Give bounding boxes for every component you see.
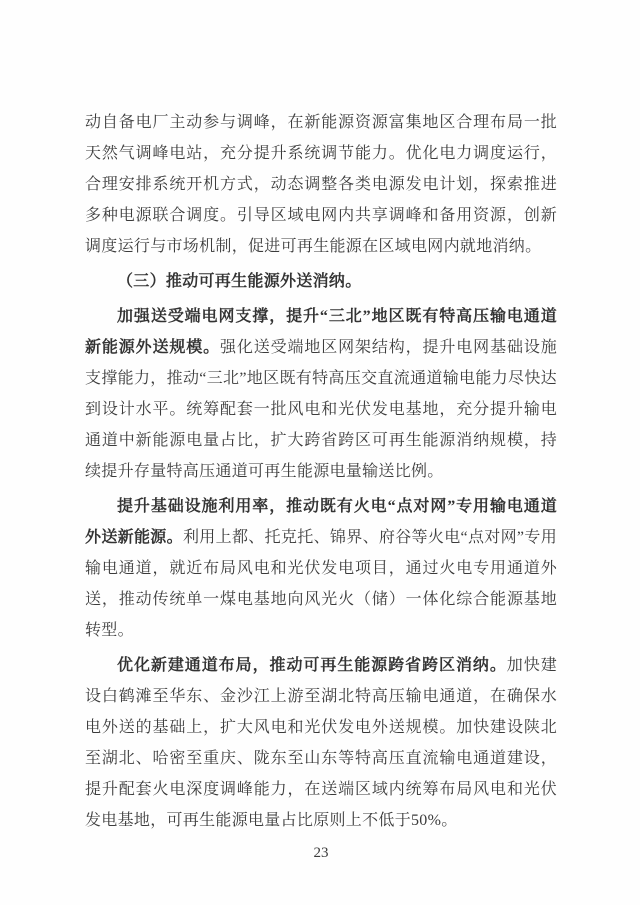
paragraph [85, 301, 557, 487]
text-segment: 利用上都、托克托、锦界、府谷等火电“点对网”专用输电通道，就近布局风电和光伏发电项目，通过火电专用通道外送，推动传统单一煤电基地向风光火（储）一体化综合能源基地转型。 [85, 529, 557, 639]
document-body [85, 107, 557, 836]
text-segment: 强化送受端地区网架结构，提升电网基础设施支撑能力，推动“三北”地区既有特高压交直流通道输电能力尽快达到设计水平。统筹配套一批风电和光伏发电基地，充分提升输电通道中新能源电量占比，扩大跨省跨区可再生能源消纳规模，持续提升存量特高压通道可再生能源电量输送比例。 [85, 339, 557, 480]
text-segment: 加强送受端电网支撑，提升“三北”地区既有特高压输电通道新能源外送规模。 [85, 308, 557, 356]
section-heading [85, 266, 557, 297]
paragraph [85, 107, 557, 262]
page-number: 23 [313, 845, 329, 861]
text-segment: （三）推动可再生能源外送消纳。 [117, 273, 362, 290]
paragraph [85, 650, 557, 836]
text-segment: 提升基础设施利用率，推动既有火电“点对网”专用输电通道外送新能源。 [85, 498, 557, 546]
text-segment: 动自备电厂主动参与调峰，在新能源资源富集地区合理布局一批天然气调峰电站，充分提升系统调节能力。优化电力调度运行，合理安排系统开机方式，动态调整各类电源发电计划，探索推进多种电源联合调度。引导区域电网内共享调峰和备用资源，创新调度运行与市场机制，促进可再生能源在区域电网内就地消纳。 [85, 114, 557, 255]
text-segment: 优化新建通道布局，推动可再生能源跨省跨区消纳。 [117, 657, 507, 674]
paragraph [85, 491, 557, 646]
text-segment: 加快建设白鹤滩至华东、金沙江上游至湖北特高压输电通道，在确保水电外送的基础上，扩大风电和光伏发电外送规模。加快建设陕北至湖北、哈密至重庆、陇东至山东等特高压直流输电通道建设，提升配套火电深度调峰能力，在送端区域内统筹布局风电和光伏发电基地，可再生能源电量占比原则上不低于50%。 [85, 657, 557, 829]
